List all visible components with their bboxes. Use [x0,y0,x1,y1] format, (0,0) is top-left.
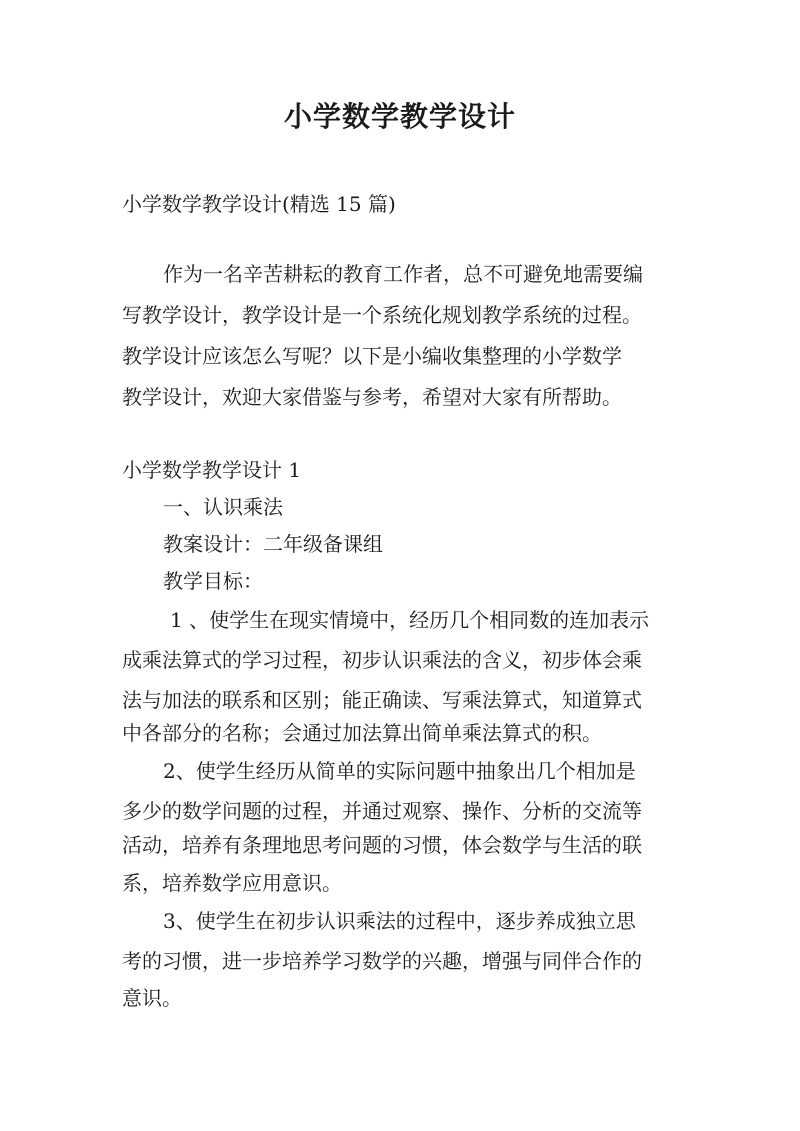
goal-line: 意识。 [122,986,182,1010]
goal-line: 考的习惯，进一步培养学习数学的兴趣，增强与同伴合作的 [122,949,642,973]
goal-line: 法与加法的联系和区别；能正确读、写乘法算式，知道算式 [122,688,642,712]
goal-line: 中各部分的名称；会通过加法算出简单乘法算式的积。 [122,721,602,745]
goal-line: 活动，培养有条理地思考问题的习惯，体会数学与生活的联 [122,833,642,857]
goal-line: 3、使学生在初步认识乘法的过程中，逐步养成独立思 [163,909,636,933]
intro-line: 写教学设计，教学设计是一个系统化规划教学系统的过程。 [122,303,642,327]
goal-line: 1 、使学生在现实情境中，经历几个相同数的连加表示 [170,608,650,632]
intro-line: 教学设计，欢迎大家借鉴与参考，希望对大家有所帮助。 [122,385,622,409]
intro-line: 教学设计应该怎么写呢？以下是小编收集整理的小学数学 [122,344,622,368]
section-subheading: 一、认识乘法 [163,495,283,519]
document-subtitle: 小学数学教学设计(精选 15 篇) [122,192,396,216]
document-title: 小学数学教学设计 [283,100,516,133]
goal-line: 2、使学生经历从简单的实际问题中抽象出几个相加是 [163,759,636,783]
section-heading: 小学数学教学设计 1 [122,458,302,482]
goal-line: 多少的数学问题的过程，并通过观察、操作、分析的交流等 [122,799,642,823]
intro-line: 作为一名辛苦耕耘的教育工作者，总不可避免地需要编 [163,262,643,286]
goal-line: 成乘法算式的学习过程，初步认识乘法的含义，初步体会乘 [122,648,642,672]
goal-line: 系，培养数学应用意识。 [122,871,342,895]
goals-label: 教学目标： [163,569,263,593]
lesson-designer: 教案设计：二年级备课组 [163,532,383,556]
